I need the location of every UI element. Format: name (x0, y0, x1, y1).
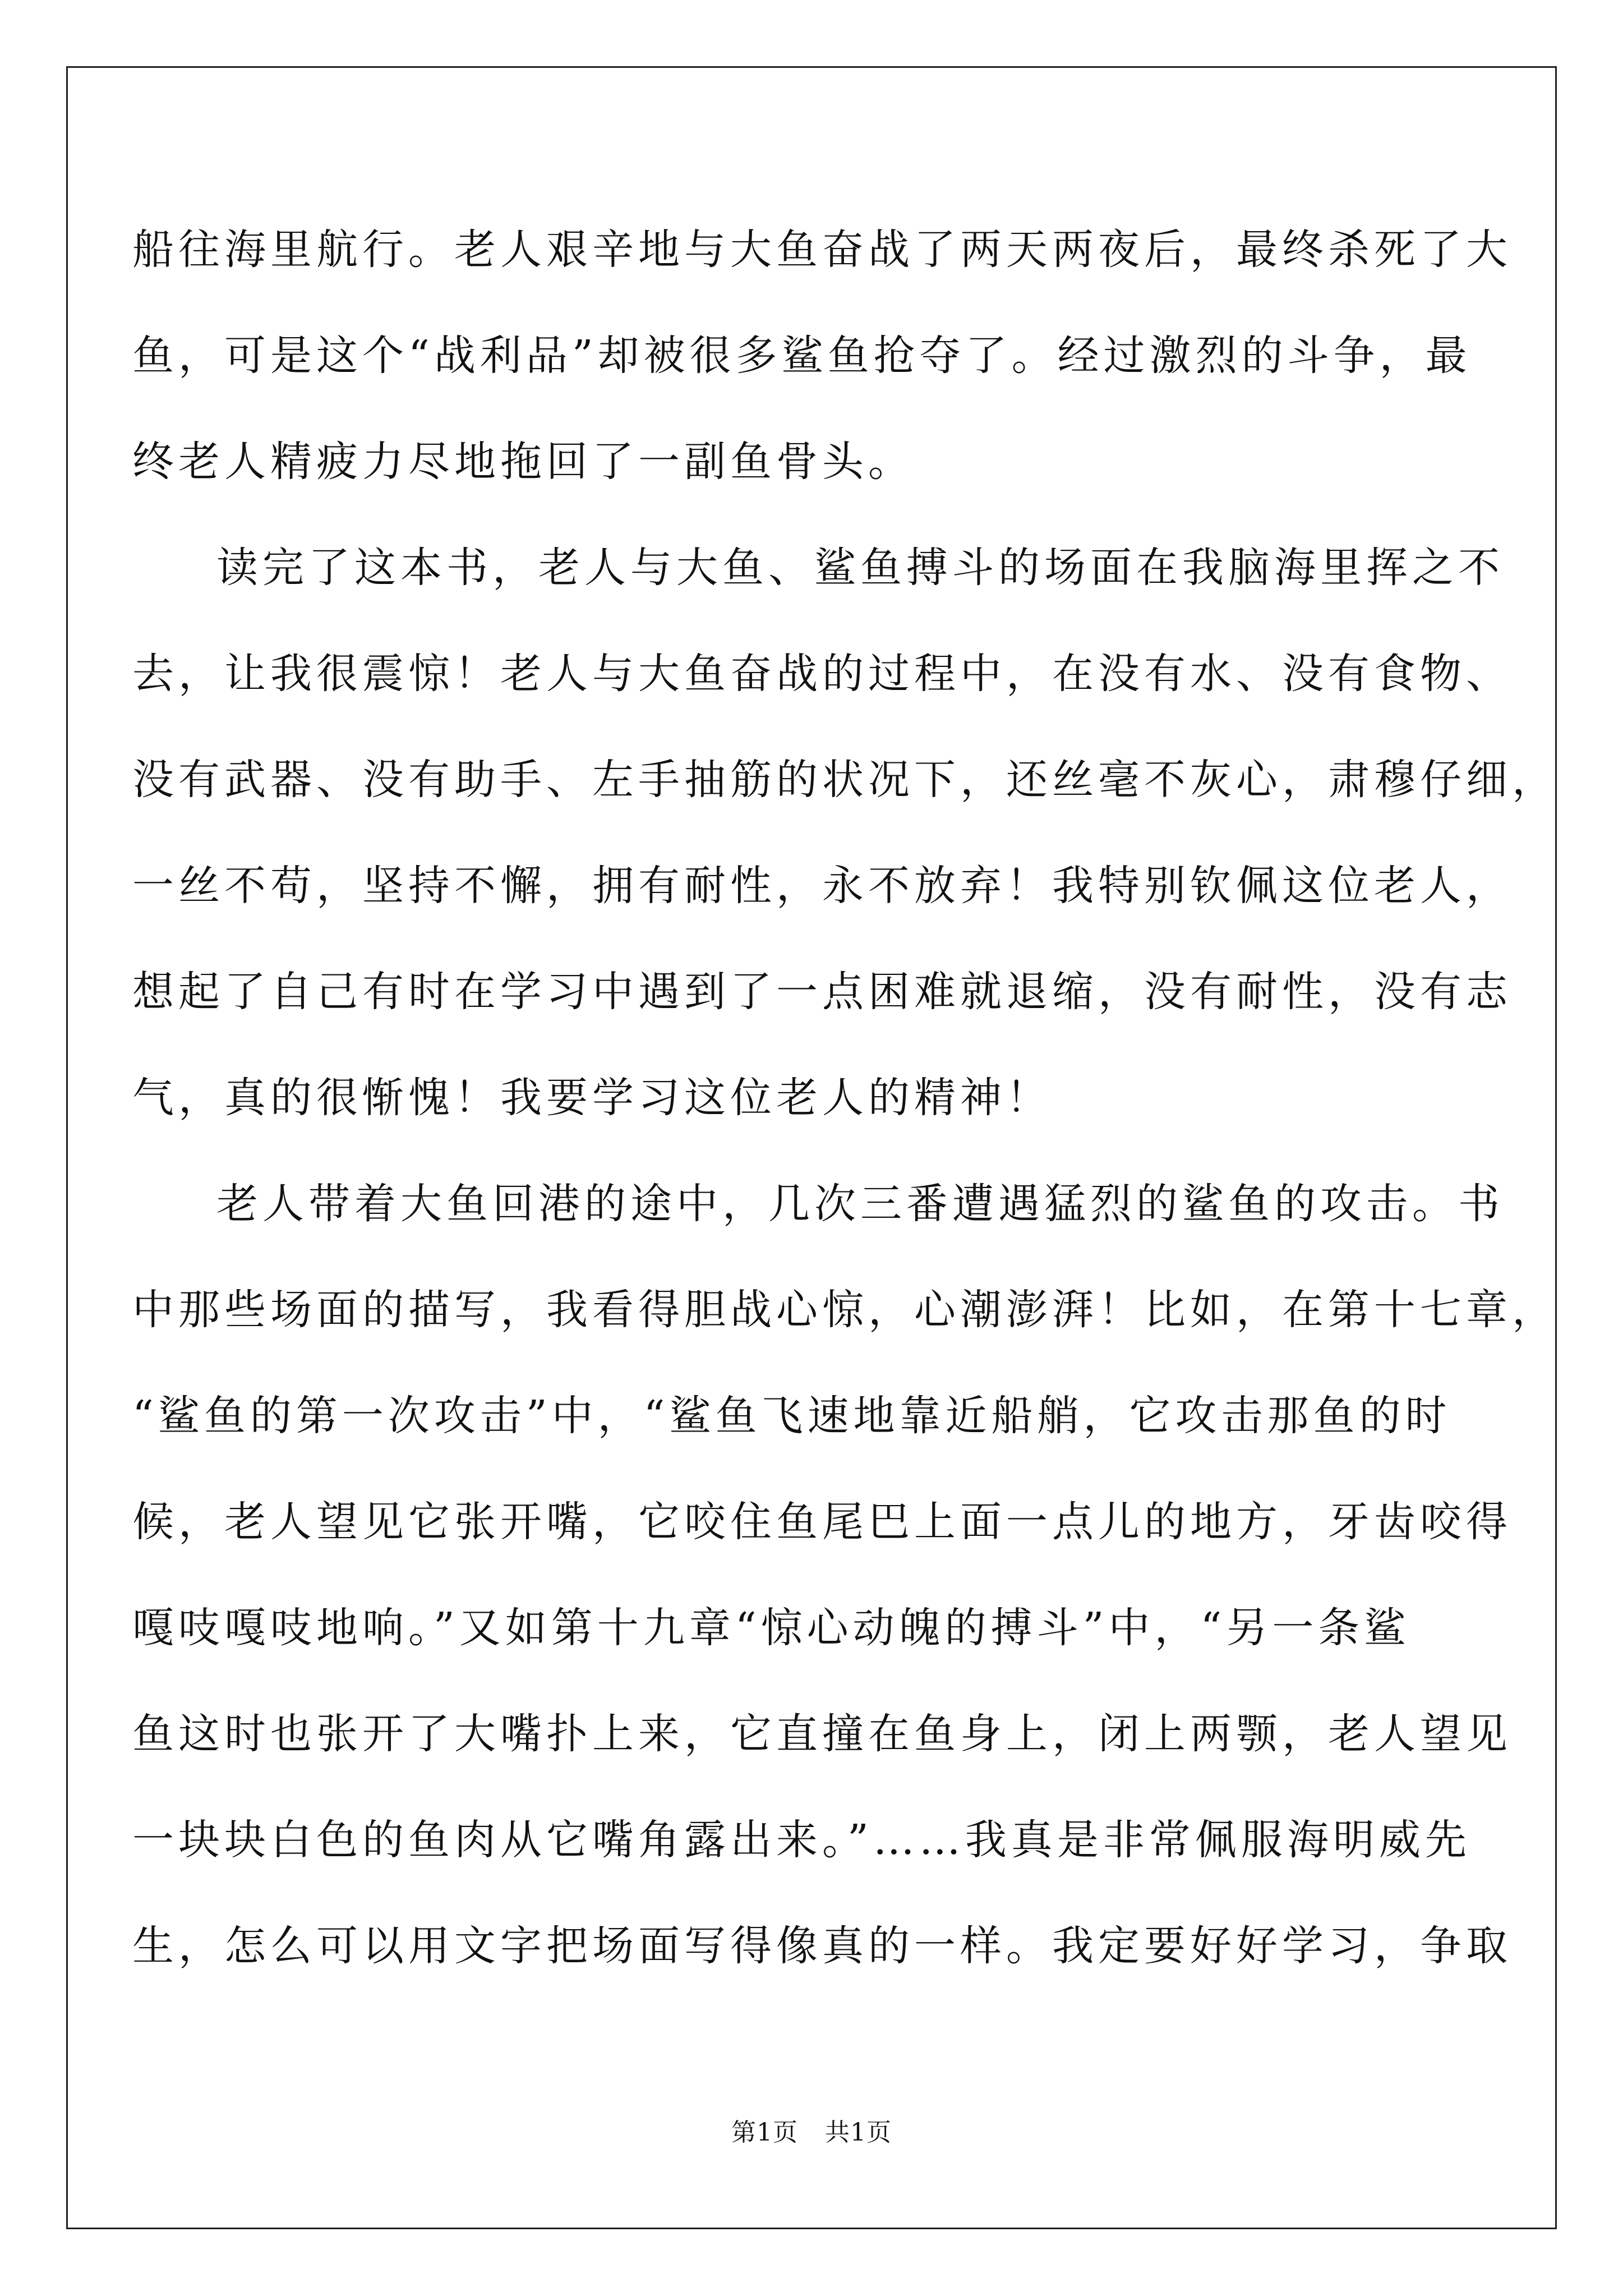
text-line: 中那些场面的描写，我看得胆战心惊，心潮澎湃！比如，在第十七章， (132, 1286, 1558, 1334)
text-line: 鱼这时也张开了大嘴扑上来，它直撞在鱼身上，闭上两颚，老人望见 (132, 1710, 1512, 1758)
page-frame (66, 66, 1557, 2229)
text-line: 去，让我很震惊！老人与大鱼奋战的过程中，在没有水、没有食物、 (132, 650, 1512, 698)
text-line: 终老人精疲力尽地拖回了一副鱼骨头。 (132, 438, 914, 486)
page-number: 第1页 (731, 2118, 798, 2147)
paragraph-first-line: 老人带着大鱼回港的途中，几次三番遭遇猛烈的鲨鱼的攻击。书 (216, 1180, 1504, 1228)
text-line: 一丝不苟，坚持不懈，拥有耐性，永不放弃！我特别钦佩这位老人， (132, 862, 1512, 910)
text-line: 一块块白色的鱼肉从它嘴角露出来。”……我真是非常佩服海明威先 (132, 1816, 1471, 1864)
page-count: 共1页 (825, 2118, 892, 2147)
text-line: 船往海里航行。老人艰辛地与大鱼奋战了两天两夜后，最终杀死了大 (132, 226, 1512, 274)
text-line: 候，老人望见它张开嘴，它咬住鱼尾巴上面一点儿的地方，牙齿咬得 (132, 1498, 1512, 1546)
text-line: 嘎吱嘎吱地响。”又如第十九章“惊心动魄的搏斗”中，“另一条鲨 (132, 1604, 1410, 1652)
text-line: 生，怎么可以用文字把场面写得像真的一样。我定要好好学习，争取 (132, 1922, 1512, 1970)
text-line: 鱼，可是这个“战利品”却被很多鲨鱼抢夺了。经过激烈的斗争，最 (132, 332, 1472, 380)
paragraph-first-line: 读完了这本书，老人与大鱼、鲨鱼搏斗的场面在我脑海里挥之不 (216, 544, 1504, 592)
text-line: 气，真的很惭愧！我要学习这位老人的精神！ (132, 1074, 1052, 1122)
text-line: “鲨鱼的第一次攻击”中，“鲨鱼飞速地靠近船艄，它攻击那鱼的时 (132, 1392, 1451, 1440)
page-footer (0, 2112, 1623, 2148)
text-line: 想起了自己有时在学习中遇到了一点困难就退缩，没有耐性，没有志 (132, 968, 1512, 1016)
text-line: 没有武器、没有助手、左手抽筋的状况下，还丝毫不灰心，肃穆仔细， (132, 756, 1558, 804)
